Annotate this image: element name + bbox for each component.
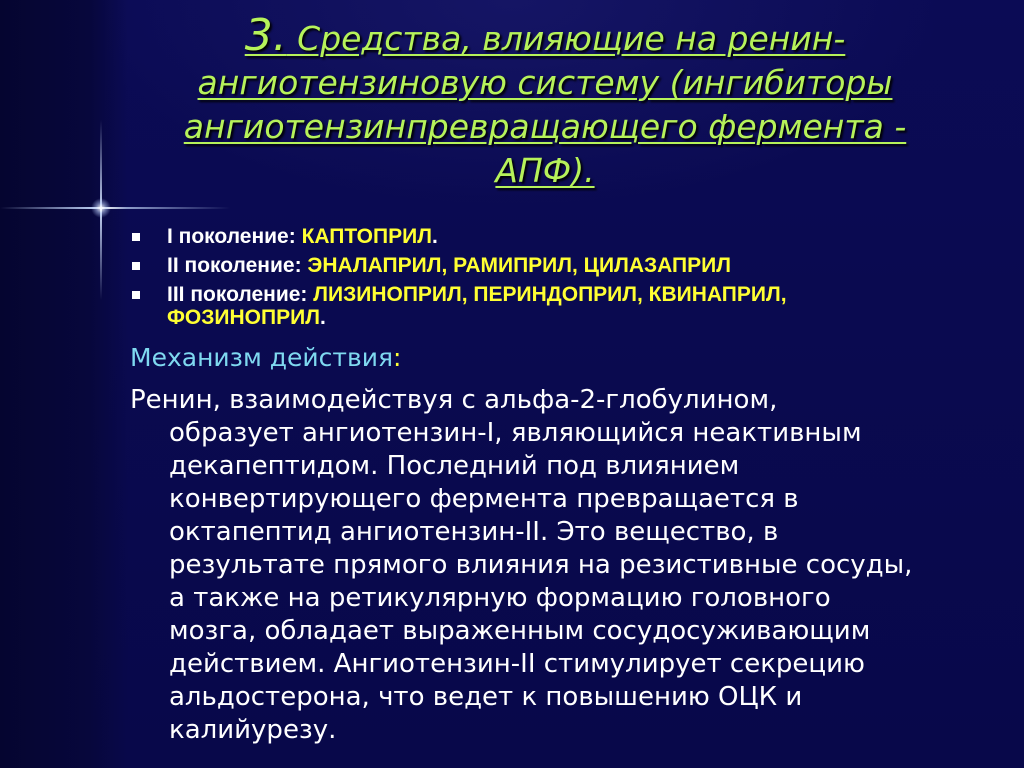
- body-line-11: калийурезу.: [169, 715, 337, 745]
- square-bullet-icon: [132, 262, 140, 270]
- title-line-3: ангиотензинпревращающего фермента -: [183, 107, 907, 146]
- mechanism-heading-colon: :: [393, 343, 402, 372]
- title-line-1: Средства, влияющие на ренин-: [286, 19, 846, 58]
- generation-label: I поколение:: [167, 225, 302, 248]
- body-line-5: октапептид ангиотензин-II. Это вещество, в: [169, 517, 779, 547]
- generation-list: [130, 225, 1000, 335]
- body-line-9: действием. Ангиотензин-II стимулирует секрецию: [169, 649, 865, 679]
- body-line-1: Ренин, взаимодействуя с альфа-2-глобулином,: [130, 385, 778, 415]
- title-line-2: ангиотензиновую систему (ингибиторы: [197, 63, 893, 102]
- sparkle-star-icon: [91, 198, 111, 218]
- body-line-8: мозга, обладает выраженным сосудосуживающим: [169, 616, 871, 646]
- body-line-2: образует ангиотензин-I, являющийся неактивным: [169, 418, 862, 448]
- body-line-4: конвертирующего фермента превращается в: [169, 484, 799, 514]
- mechanism-description: [130, 384, 1020, 747]
- left-decorative-band: [0, 0, 128, 768]
- title-number: 3.: [244, 10, 287, 61]
- generation-label: II поколение:: [167, 254, 308, 277]
- generation-drugs: ЭНАЛАПРИЛ, РАМИПРИЛ, ЦИЛАЗАПРИЛ: [307, 254, 731, 277]
- generation-label: III поколение:: [167, 283, 314, 306]
- generation-item-3: [130, 283, 1000, 329]
- body-line-7: а также на ретикулярную формацию головного: [169, 583, 831, 613]
- generation-item-1: [130, 225, 1000, 248]
- body-line-10: альдостерона, что ведет к повышению ОЦК и: [169, 682, 803, 712]
- body-line-3: декапептидом. Последний под влиянием: [169, 451, 740, 481]
- generation-drugs: КАПТОПРИЛ: [301, 225, 432, 248]
- generation-drugs-continued: ФОЗИНОПРИЛ: [167, 306, 320, 329]
- slide-title: [150, 10, 940, 193]
- generation-drugs: ЛИЗИНОПРИЛ, ПЕРИНДОПРИЛ, КВИНАПРИЛ,: [313, 283, 787, 306]
- square-bullet-icon: [132, 233, 140, 241]
- mechanism-heading: [130, 342, 401, 374]
- generation-item-2: [130, 254, 1000, 277]
- mechanism-heading-text: Механизм действия: [130, 343, 394, 372]
- sparkle-horizontal-ray: [0, 207, 230, 209]
- body-line-6: результате прямого влияния на резистивные сосуды,: [169, 550, 913, 580]
- generation-trail: .: [319, 306, 326, 329]
- title-line-4: АПФ).: [495, 151, 595, 190]
- generation-trail: .: [431, 225, 438, 248]
- square-bullet-icon: [132, 291, 140, 299]
